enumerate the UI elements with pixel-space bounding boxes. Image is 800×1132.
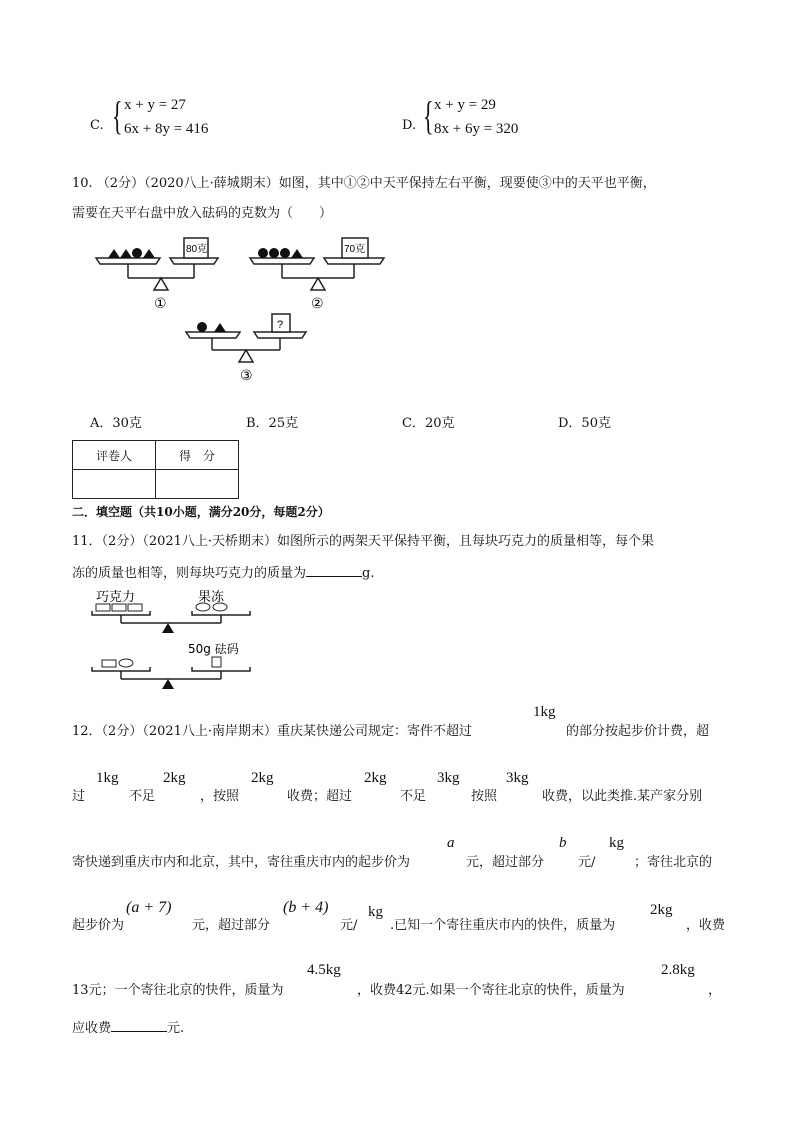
q9-option-c-label: C. (90, 118, 104, 133)
q11-text-line1: 11．（2分）（2021八上·天桥期末）如图所示的两架天平保持平衡，且每块巧克力的质量相等，每个果 (72, 534, 655, 549)
q10-option-d[interactable]: D．50克 (558, 416, 611, 431)
score-table (72, 440, 239, 499)
q12-line4-pre: 起步价为 (72, 918, 125, 933)
q11-text-line2-post: g. (362, 566, 375, 581)
q12-line2-word-3: ，按照 (200, 789, 240, 804)
balance-3-weight: ? (277, 319, 284, 331)
q12-line6-post: 元. (167, 1021, 185, 1036)
q12-line4-2kg: 2kg (650, 902, 673, 918)
q12-line3-pre: 寄快递到重庆市内和北京，其中，寄往重庆市内的起步价为 (72, 855, 411, 870)
score-table-grader-header: 评卷人 (73, 441, 156, 470)
q12-line2-word-6: 按照 (471, 789, 498, 804)
balance-1-weight: 80克 (186, 244, 208, 255)
q12-line2-word-2: 不足 (129, 789, 156, 804)
q12-line1-pre: 12．（2分）（2021八上·南岸期末）重庆某快递公司规定：寄件不超过 (72, 724, 473, 739)
section-2-title: 二．填空题（共10小题，满分20分，每题2分） (72, 505, 330, 519)
balance-2-weight: 70克 (344, 244, 366, 255)
q12-line4-a7: (a + 7) (126, 899, 172, 916)
score-table-score-cell[interactable] (156, 470, 239, 499)
q12-line5-45kg: 4.5kg (307, 962, 341, 978)
q12-line4-post: .已知一个寄往重庆市内的快件，质量为 (390, 918, 616, 933)
q12-line2-word-5: 不足 (400, 789, 427, 804)
q10-text-line2: 需要在天平右盘中放入砝码的克数为（ ） (72, 206, 333, 221)
q12-line2-kg-5: 3kg (437, 770, 460, 786)
q9-option-c-brace: { (112, 93, 123, 138)
q12-line4-b4: (b + 4) (283, 899, 329, 916)
q12-line4-unit: 元/ (340, 918, 358, 933)
q9-option-c-eq2: 6x + 8y = 416 (124, 121, 209, 137)
q12-line5-end: ， (708, 983, 722, 998)
q12-line4-mid: 元，超过部分 (192, 918, 271, 933)
q11-text-line2 (72, 562, 374, 581)
q12-line2-kg-2: 2kg (163, 770, 186, 786)
jelly-label: 果冻 (198, 590, 225, 605)
q10-option-c[interactable]: C．20克 (402, 416, 455, 431)
q12-line3-b: b (559, 835, 567, 851)
q12-line2-word-4: 收费；超过 (287, 789, 353, 804)
q12-line2-kg-1: 1kg (96, 770, 119, 786)
q12-line6 (72, 1017, 184, 1036)
score-table-grader-cell[interactable] (73, 470, 156, 499)
q9-option-d-eq2: 8x + 6y = 320 (434, 121, 519, 137)
q12-line5-mid: ，收费42元.如果一个寄往北京的快件，质量为 (357, 983, 625, 998)
weight-label: 50g 砝码 (188, 642, 239, 656)
q11-text-line2-pre: 冻的质量也相等，则每块巧克力的质量为 (72, 566, 307, 581)
q9-option-d-label: D. (402, 118, 417, 133)
q12-line3-post: ；寄往北京的 (634, 855, 713, 870)
chocolate-label: 巧克力 (96, 590, 136, 605)
q12-line2-kg-4: 2kg (364, 770, 387, 786)
q12-line3-mid: 元，超过部分 (466, 855, 545, 870)
balance-3-label: ③ (240, 368, 253, 384)
q12-line3-unit: 元/ (578, 855, 596, 870)
q9-option-d-eq1: x + y = 29 (434, 97, 496, 113)
q12-line4-kg: kg (368, 904, 383, 920)
balance-2-label: ② (311, 296, 324, 312)
q11-answer-blank[interactable] (306, 564, 362, 577)
q12-line4-end: ，收费 (686, 918, 726, 933)
balance-1-label: ① (154, 296, 167, 312)
q12-line1-kg: 1kg (533, 704, 556, 720)
q12-line5-pre: 13元；一个寄往北京的快件，质量为 (72, 983, 284, 998)
q10-option-b[interactable]: B．25克 (246, 416, 299, 431)
q12-line2-kg-6: 3kg (506, 770, 529, 786)
q12-line2-word-1: 过 (72, 789, 86, 804)
balance-3 (186, 314, 306, 384)
q10-option-a[interactable]: A．30克 (90, 416, 142, 431)
q11-balance-figure (88, 585, 258, 695)
q12-line6-pre: 应收费 (72, 1021, 112, 1036)
q9-option-d-brace: { (423, 93, 434, 138)
balance-2 (250, 238, 384, 312)
q12-line1-post: 的部分按起步价计费，超 (566, 724, 710, 739)
q9-option-c-eq1: x + y = 27 (124, 97, 186, 113)
q12-line2-kg-3: 2kg (251, 770, 274, 786)
q12-line3-a: a (447, 835, 455, 851)
q12-answer-blank[interactable] (111, 1019, 167, 1032)
q12-line3-kg: kg (609, 835, 624, 851)
q12-line2-word-7: 收费，以此类推.某产家分别 (542, 789, 703, 804)
q10-text-line1: 10. （2分）（2020八上·薛城期末）如图，其中①②中天平保持左右平衡，现要使③中的天平也平衡， (72, 176, 656, 191)
balance-1 (96, 238, 218, 312)
q10-balance-figure (90, 230, 400, 390)
score-table-score-header: 得 分 (156, 441, 239, 470)
q12-line5-28kg: 2.8kg (661, 962, 695, 978)
